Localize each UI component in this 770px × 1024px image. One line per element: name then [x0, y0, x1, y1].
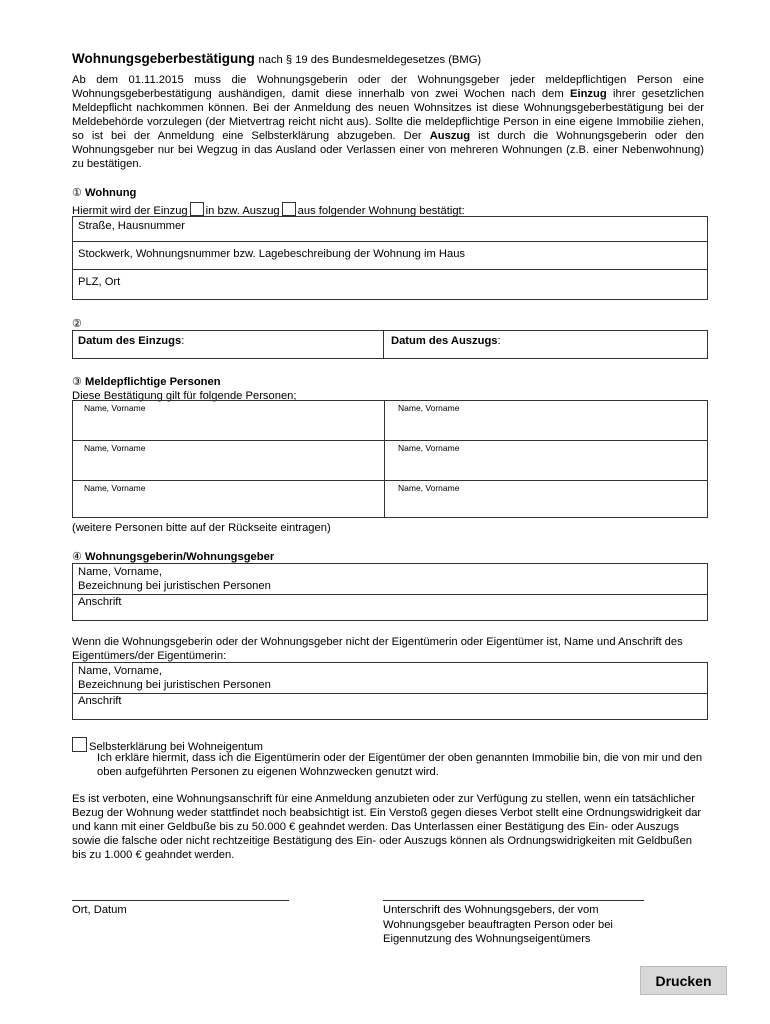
- place-date-line: [72, 900, 289, 901]
- section3-title: Meldepflichtige Personen: [85, 376, 221, 388]
- section4-title: Wohnungsgeberin/Wohnungsgeber: [85, 551, 275, 563]
- more-persons-note: (weitere Personen bitte auf der Rückseite eintragen): [72, 522, 331, 534]
- intro-bold-auszug: Auszug: [429, 130, 471, 142]
- landlord-address-field[interactable]: Anschrift: [78, 596, 122, 608]
- title-main: Wohnungsgeberbestätigung: [72, 51, 255, 66]
- floor-field[interactable]: Stockwerk, Wohnungsnummer bzw. Lagebeschreibung der Wohnung im Haus: [78, 248, 466, 260]
- move-out-label: Datum des Auszugs: [391, 335, 498, 347]
- intro-text-2: ihrer gesetzlichen Meldepflicht nachkommen können. Bei der Anmeldung des neuen Wohnsitzes ist diese Wohnungsgeberbestätigung bei der Meldebehörde vorzulegen (der Mietvertrag reicht nicht aus). Sollte die meldepflichtige Person in eine eigene Immobilie ziehen, so ist bei der Anmeldung eine Selbsterklärung abzugeben. Der: [72, 88, 704, 142]
- section4-heading: [72, 550, 274, 564]
- section3-heading: [72, 375, 221, 389]
- place-date-label: Ort, Datum: [72, 904, 127, 916]
- owner-text: Wenn die Wohnungsgeberin oder der Wohnungsgeber nicht der Eigentümerin oder Eigentümer ist, Name und Anschrift des Eigentümers/der Eigentümerin:: [72, 636, 683, 662]
- person-1-name[interactable]: Name, Vorname: [84, 403, 146, 413]
- title-subtitle: nach § 19 des Bundesmeldegesetzes (BMG): [258, 54, 482, 66]
- landlord-name-label: Name, Vorname,: [78, 566, 162, 578]
- intro-bold-einzug: Einzug: [570, 88, 607, 100]
- section3-line: Diese Bestätigung gilt für folgende Personen;: [72, 390, 297, 402]
- einzug-checkbox[interactable]: [190, 202, 204, 216]
- colon: :: [497, 335, 501, 347]
- owner-name-label: Name, Vorname,: [78, 665, 162, 677]
- section2-number: ②: [72, 318, 83, 330]
- self-declaration-label: Selbsterklärung bei Wohneigentum: [89, 741, 263, 753]
- warning-text: Es ist verboten, eine Wohnungsanschrift für eine Anmeldung anzubieten oder zur Verfügung zu stellen, wenn ein tatsächlicher Bezug der Wohnung weder stattfindet noch beabsichtigt ist. Ein Verstoß gegen dieses Verbot stellt eine Ordnungswidrigkeit dar und kann mit einer Geldbuße bis zu 50.000 € geahndet werden. Das Unterlassen einer Bestätigung des Ein- oder Auszugs sowie die falsche oder nicht rechtzeitige Bestätigung des Ein- oder Auszugs können als Ordnungswidrigkeiten mit Geldbußen bis zu 1.000 € geahndet werden.: [72, 793, 702, 861]
- section1-heading: [72, 186, 136, 200]
- auszug-text: in bzw. Auszug: [205, 205, 280, 217]
- landlord-box: [72, 563, 708, 621]
- signature-label: Unterschrift des Wohnungsgebers, der vom Wohnungsgeber beauftragten Person oder bei Eigennutzung des Wohnungseigentümers: [383, 904, 613, 945]
- colon: :: [181, 335, 185, 347]
- zip-city-field[interactable]: PLZ, Ort: [78, 276, 121, 288]
- move-out-date-field[interactable]: [386, 334, 501, 348]
- self-declaration-checkbox[interactable]: [72, 737, 87, 752]
- print-button[interactable]: Drucken: [640, 966, 727, 995]
- owner-address-field[interactable]: Anschrift: [78, 695, 122, 707]
- section1-number: ①: [72, 187, 83, 199]
- page-title: [72, 52, 481, 67]
- landlord-juristic-label: Bezeichnung bei juristischen Personen: [78, 580, 271, 592]
- move-in-label: Datum des Einzugs: [78, 335, 182, 347]
- signature-line: [383, 900, 644, 901]
- person-4-name[interactable]: Name, Vorname: [398, 443, 460, 453]
- person-5-name[interactable]: Name, Vorname: [84, 483, 146, 493]
- section1-title: Wohnung: [85, 187, 137, 199]
- dates-box: [72, 330, 708, 359]
- bestaetigt-text: aus folgender Wohnung bestätigt:: [297, 205, 465, 217]
- address-box: [72, 216, 708, 300]
- section4-number: ④: [72, 551, 83, 563]
- auszug-checkbox[interactable]: [282, 202, 296, 216]
- street-field[interactable]: Straße, Hausnummer: [78, 220, 185, 232]
- owner-box: [72, 662, 708, 720]
- intro-text-1: Ab dem 01.11.2015 muss die Wohnungsgeberin oder der Wohnungsgeber jeder meldepflichtigen Person eine Wohnungsgeberbestätigung aushändigen, damit diese innerhalb von zwei Wochen nach dem: [72, 74, 704, 100]
- move-in-date-field[interactable]: [73, 334, 184, 348]
- person-3-name[interactable]: Name, Vorname: [84, 443, 146, 453]
- intro-paragraph: [72, 73, 704, 171]
- person-6-name[interactable]: Name, Vorname: [398, 483, 460, 493]
- einzug-text: Hiermit wird der Einzug: [72, 205, 188, 217]
- owner-name-field[interactable]: [73, 664, 271, 692]
- person-2-name[interactable]: Name, Vorname: [398, 403, 460, 413]
- landlord-name-field[interactable]: [73, 565, 271, 593]
- section3-number: ③: [72, 376, 83, 388]
- self-declaration-text: Ich erkläre hiermit, dass ich die Eigentümerin oder der Eigentümer der oben genannten Immobilie bin, die von mir und den oben aufgeführten Personen zu eigenen Wohnzwecken genutzt wird.: [97, 752, 703, 778]
- persons-table: [72, 400, 708, 518]
- intro-text-3: ist durch die Wohnungsgeberin oder den Wohnungsgeber nur bei Wegzug in das Ausland oder Verlassen einer von mehreren Wohnungen (z.B. einer Nebenwohnung) zu bestätigen.: [72, 130, 704, 170]
- owner-juristic-label: Bezeichnung bei juristischen Personen: [78, 679, 271, 691]
